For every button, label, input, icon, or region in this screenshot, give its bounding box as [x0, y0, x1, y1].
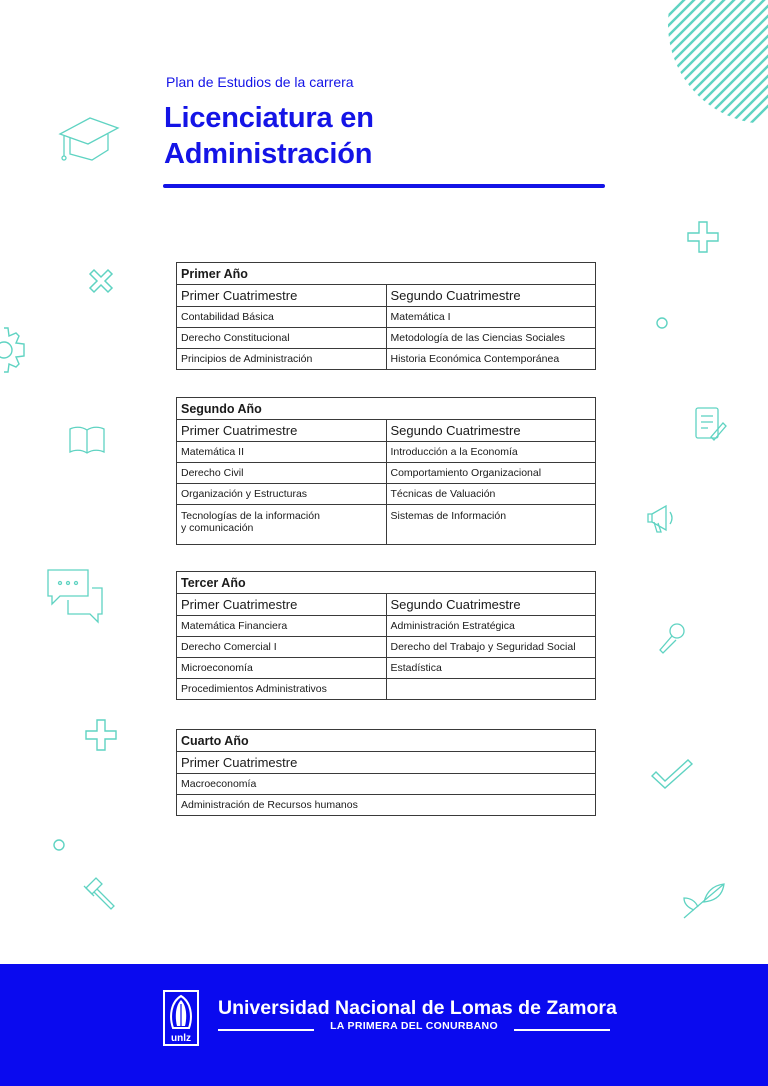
table-row: [177, 307, 596, 328]
table-row: [177, 505, 596, 545]
course-cell: Sistemas de Información: [386, 505, 596, 545]
checkmark-icon: [650, 758, 694, 792]
table-row: [177, 637, 596, 658]
chat-bubbles-icon: [44, 566, 106, 626]
year-1-table: [176, 262, 596, 370]
university-name: Universidad Nacional de Lomas de Zamora: [218, 997, 617, 1019]
table-row: [177, 442, 596, 463]
course-cell: Técnicas de Valuación: [386, 484, 596, 505]
course-cell: Historia Económica Contemporánea: [386, 349, 596, 370]
course-cell: Derecho del Trabajo y Seguridad Social: [386, 637, 596, 658]
course-cell: Administración de Recursos humanos: [177, 795, 596, 816]
course-cell: Contabilidad Básica: [177, 307, 387, 328]
microphone-icon: [654, 620, 688, 656]
small-circle-icon-2: [52, 838, 66, 852]
year-title: Segundo Año: [177, 398, 596, 420]
table-row: [177, 349, 596, 370]
notepad-pencil-icon: [692, 404, 728, 444]
striped-circle-decoration: [664, 0, 768, 128]
logo-text: unlz: [171, 1033, 191, 1044]
semester-1-header: Primer Cuatrimestre: [177, 752, 596, 774]
tagline-rule-right: [514, 1029, 610, 1031]
cross-decoration-icon: [86, 266, 116, 296]
table-row: [177, 484, 596, 505]
title-underline: [163, 184, 605, 188]
year-3-table: [176, 571, 596, 700]
course-cell: Matemática I: [386, 307, 596, 328]
page-subtitle: Plan de Estudios de la carrera: [166, 74, 354, 90]
graduation-cap-icon: [56, 110, 120, 166]
course-cell: Matemática II: [177, 442, 387, 463]
semester-1-header: Primer Cuatrimestre: [177, 285, 387, 307]
semester-1-header: Primer Cuatrimestre: [177, 594, 387, 616]
course-cell: Procedimientos Administrativos: [177, 679, 387, 700]
university-logo: [163, 990, 199, 1046]
plus-decoration-icon-2: [84, 718, 118, 752]
title-line-1: Licenciatura en: [164, 102, 374, 134]
gavel-icon: [80, 874, 118, 912]
table-row: [177, 328, 596, 349]
course-cell: Derecho Constitucional: [177, 328, 387, 349]
footer-banner: [0, 964, 768, 1086]
open-book-icon: [66, 424, 108, 456]
course-cell: Introducción a la Economía: [386, 442, 596, 463]
gear-icon: [0, 324, 28, 376]
year-title: Tercer Año: [177, 572, 596, 594]
course-cell: Derecho Civil: [177, 463, 387, 484]
course-cell: Administración Estratégica: [386, 616, 596, 637]
tagline: LA PRIMERA DEL CONURBANO: [330, 1020, 498, 1032]
course-cell: Metodología de las Ciencias Sociales: [386, 328, 596, 349]
semester-2-header: Segundo Cuatrimestre: [386, 420, 596, 442]
plant-sprout-icon: [680, 880, 728, 922]
semester-2-header: Segundo Cuatrimestre: [386, 285, 596, 307]
course-cell: Principios de Administración: [177, 349, 387, 370]
course-cell: Comportamiento Organizacional: [386, 463, 596, 484]
semester-1-header: Primer Cuatrimestre: [177, 420, 387, 442]
table-row: [177, 774, 596, 795]
year-title: Primer Año: [177, 263, 596, 285]
title-line-2: Administración: [164, 138, 373, 170]
year-2-table: [176, 397, 596, 545]
year-4-table: [176, 729, 596, 816]
semester-2-header: Segundo Cuatrimestre: [386, 594, 596, 616]
course-cell: Estadística: [386, 658, 596, 679]
course-cell: Macroeconomía: [177, 774, 596, 795]
page-title: [164, 100, 374, 172]
table-row: [177, 616, 596, 637]
course-cell: Derecho Comercial I: [177, 637, 387, 658]
table-row: [177, 658, 596, 679]
small-circle-icon: [655, 316, 669, 330]
course-cell: Microeconomía: [177, 658, 387, 679]
course-cell: Matemática Financiera: [177, 616, 387, 637]
table-row: [177, 795, 596, 816]
course-cell: [386, 679, 596, 700]
plus-decoration-icon: [686, 220, 720, 254]
table-row: [177, 679, 596, 700]
table-row: [177, 463, 596, 484]
year-title: Cuarto Año: [177, 730, 596, 752]
course-cell: Tecnologías de la información y comunicación: [177, 505, 387, 545]
megaphone-icon: [644, 500, 680, 536]
tagline-block: [218, 1020, 610, 1032]
course-cell: Organización y Estructuras: [177, 484, 387, 505]
tagline-rule-left: [218, 1029, 314, 1031]
